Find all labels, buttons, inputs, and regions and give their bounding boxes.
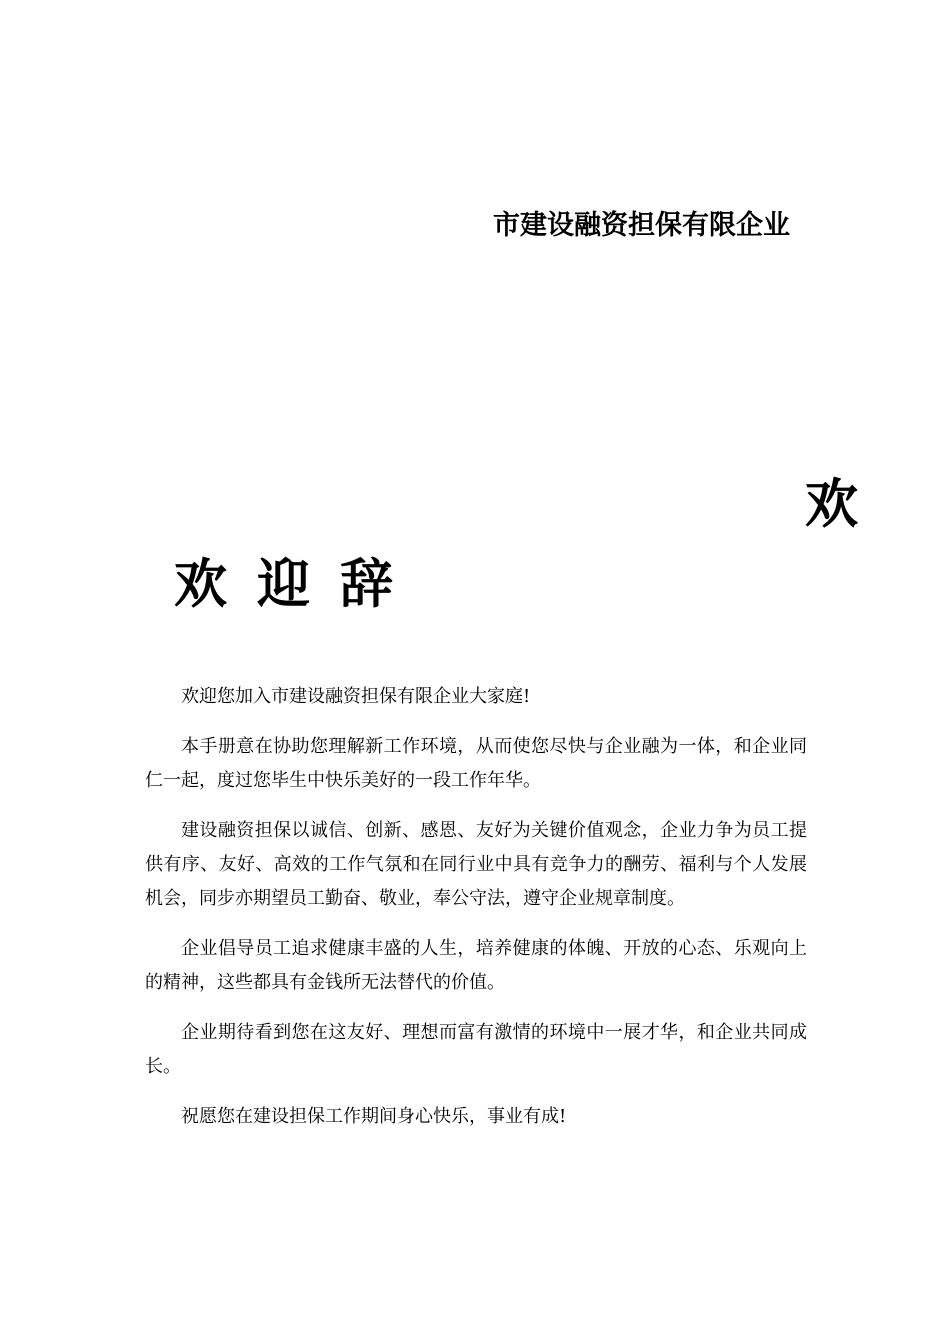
company-title: 市建设融资担保有限企业 bbox=[493, 210, 790, 241]
welcome-heading: 欢迎辞 bbox=[174, 553, 423, 615]
paragraph: 企业期待看到您在这友好、理想而富有激情的环境中一展才华，和企业共同成长。 bbox=[145, 1022, 807, 1077]
paragraph: 祝愿您在建设担保工作期间身心快乐，事业有成! bbox=[181, 1106, 567, 1127]
paragraph: 本手册意在协助您理解新工作环境，从而使您尽快与企业融为一体，和企业同仁一起，度过您毕生中快乐美好的一段工作年华。 bbox=[145, 736, 807, 791]
paragraph: 企业倡导员工追求健康丰盛的人生，培养健康的体魄、开放的心态、乐观向上的精神，这些都具有金钱所无法替代的价值。 bbox=[145, 938, 807, 993]
paragraph: 建设融资担保以诚信、创新、感恩、友好为关键价值观念，企业力争为员工提供有序、友好、高效的工作气氛和在同行业中具有竞争力的酬劳、福利与个人发展机会，同步亦期望员工勤奋、敬业，奉公守法，遵守企业规章制度。 bbox=[145, 820, 807, 909]
stray-heading-char: 欢 bbox=[805, 473, 858, 535]
paragraph: 欢迎您加入市建设融资担保有限企业大家庭! bbox=[181, 686, 531, 707]
body-text bbox=[145, 680, 807, 1150]
